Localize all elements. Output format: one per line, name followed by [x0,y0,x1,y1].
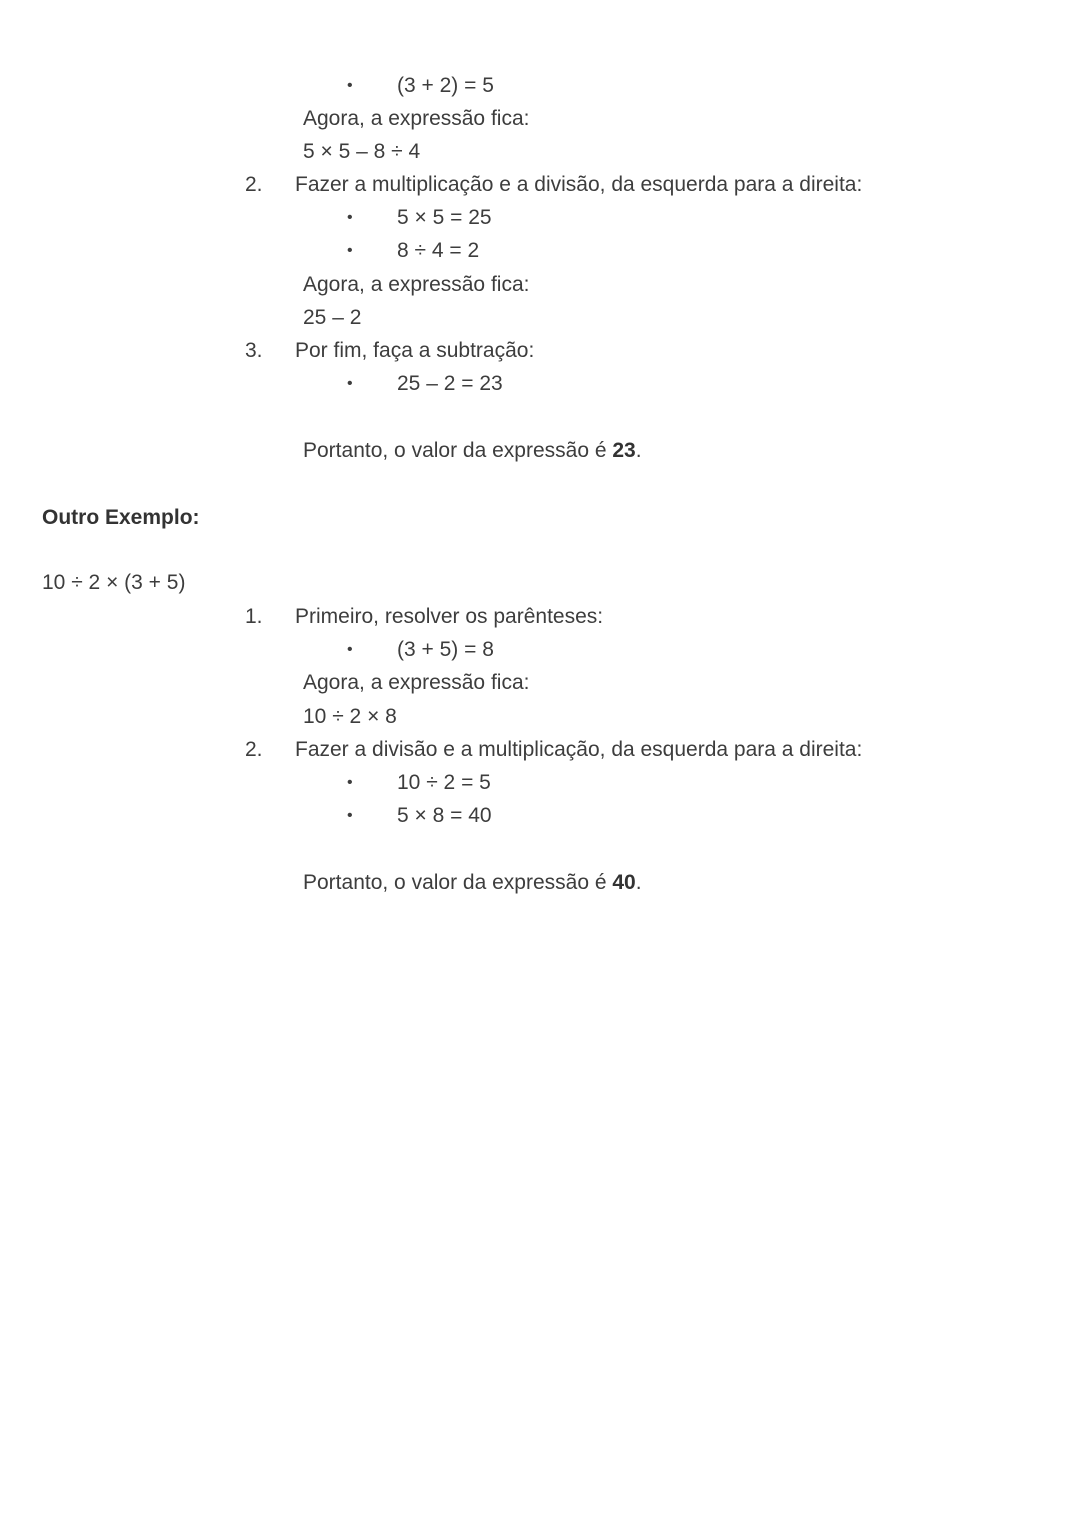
conclusion-suffix: . [635,439,642,462]
bullet-text: 8 ÷ 4 = 2 [397,239,480,262]
step-number: 3. [245,339,263,362]
step-number: 2. [245,173,263,196]
step-text: Por fim, faça a subtração: [295,339,535,362]
bullet-marker: • [347,774,353,791]
bullet-text: 5 × 8 = 40 [397,804,492,827]
conclusion [303,438,642,464]
bullet-marker: • [347,209,353,226]
bullet-text: (3 + 2) = 5 [397,74,494,97]
expression-label: Agora, a expressão fica: [303,671,530,694]
expression-result: 25 – 2 [303,306,362,329]
step-text: Fazer a multiplicação e a divisão, da esquerda para a direita: [295,173,863,196]
bullet-marker: • [347,375,353,392]
expression-result: 10 ÷ 2 × 8 [303,705,397,728]
bullet-text: (3 + 5) = 8 [397,638,494,661]
bullet-text: 5 × 5 = 25 [397,206,492,229]
conclusion-prefix: Portanto, o valor da expressão é [303,439,613,462]
expression-label: Agora, a expressão fica: [303,273,530,296]
step-number: 1. [245,605,263,628]
bullet-text: 10 ÷ 2 = 5 [397,771,491,794]
conclusion-value: 23 [612,439,636,462]
conclusion [303,870,642,896]
bullet-text: 25 – 2 = 23 [397,372,503,395]
bullet-marker: • [347,641,353,658]
conclusion-suffix: . [635,871,642,894]
example-expression: 10 ÷ 2 × (3 + 5) [42,571,186,594]
conclusion-value: 40 [612,871,636,894]
step-text: Fazer a divisão e a multiplicação, da esquerda para a direita: [295,738,863,761]
conclusion-prefix: Portanto, o valor da expressão é [303,871,613,894]
step-text: Primeiro, resolver os parênteses: [295,605,604,628]
step-number: 2. [245,738,263,761]
expression-result: 5 × 5 – 8 ÷ 4 [303,140,421,163]
section-heading [42,505,200,531]
bullet-marker: • [347,807,353,824]
bullet-marker: • [347,77,353,94]
section-heading-text: Outro Exemplo: [42,506,200,529]
bullet-marker: • [347,242,353,259]
expression-label: Agora, a expressão fica: [303,107,530,130]
